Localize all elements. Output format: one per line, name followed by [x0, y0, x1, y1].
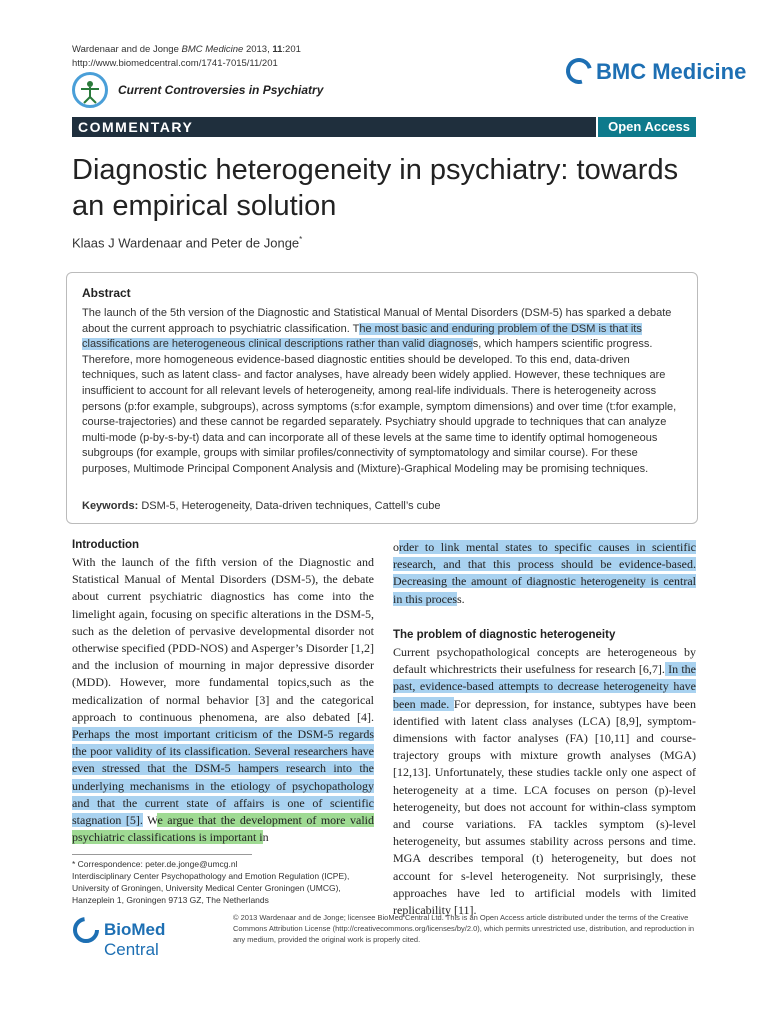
- article-type-label: COMMENTARY: [78, 119, 194, 135]
- abstract-highlight: he most basic and enduring problem of the DSM is that its classifications are heterogeneous clinical descriptions rather than valid diagnose: [82, 322, 642, 351]
- problem-text-pre: Current psychopathological concepts are heterogeneous by default whichrestricts their usefulness for research [6,7].: [393, 645, 696, 677]
- problem-heading: The problem of diagnostic heterogeneity: [393, 629, 616, 641]
- corresponding-mark: *: [299, 235, 303, 244]
- intro-heading: Introduction: [72, 539, 140, 551]
- intro-text-end: n: [262, 830, 269, 845]
- intro-highlight-blue: Perhaps the most important criticism of the DSM-5 regards the poor validity of its classification. Several researchers have even stressed that the DSM-5 hampers research into the underlying mechanisms in the etiology of psychopathology and that the current state of affairs is one of scientific stagnation [5].: [72, 727, 374, 828]
- intro-highlight-green: e argue that the development of more valid psychiatric classifications is important i: [72, 813, 374, 845]
- open-access-badge: Open Access: [598, 117, 696, 137]
- continued-text-pre: o: [393, 540, 399, 554]
- citation-page: :201: [282, 44, 301, 55]
- series-name: Current Controversies in Psychiatry: [118, 83, 324, 97]
- title-line-1: Diagnostic heterogeneity in psychiatry: towards: [72, 154, 679, 186]
- problem-highlight: In the past, evidence-based attempts to decrease heterogeneity have been made.: [393, 662, 697, 711]
- problem-text-post: For depression, for instance, subtypes have been identified with latent class analyses (LCA) [8,9], symptom-dimensions with factor analyses (FA) [10,11] and course-trajectory groups with mixture growth analyses (MGA) [12,13]. Unfortunately, these studies tackle only one aspect of heterogeneity at a time. LCA focuses on person (p)-level heterogeneity, but does not account for within-class symptom and course variations. FA tackles symptom (s)-level heterogeneity, but assumes stability across persons and time. MGA describes temporal (t) heterogeneity, but does not account for s-level heterogeneity. Not surprisingly, these approaches have led to artificial models with limited replicability [11].: [393, 696, 696, 918]
- biomed-logo-text: [104, 920, 222, 960]
- citation-authors: Wardenaar and de Jonge: [72, 44, 179, 55]
- intro-text-mid: W: [142, 813, 158, 828]
- affiliation-line-3: Hanzeplein 1, Groningen 9713 GZ, The Netherlands: [72, 895, 269, 905]
- affiliation-line-1: Interdisciplinary Center Psychopathology and Emotion Regulation (ICPE),: [72, 871, 350, 881]
- abstract-text-post: s, which hampers scientific progress. Therefore, more homogeneous evidence-based diagnostic entities should be developed. To this end, data-driven techniques, such as latent class- and factor analyses, have already been widely applied. However, these techniques are insufficient to account for all relevant levels of heterogeneity, among real-life individuals. There is heterogeneity across persons (p:for example, subgroups), across symptoms (s:for example, symptom dimensions) and over time (t:for example, course-trajectories) and these cannot be regarded separately. Psychiatry should upgrade to techniques that can analyze multi-mode (p-by-s-by-t) data and can incorporate all of these levels at the same time to identify optimal homogeneous subgroups (for example, groups with similar profiles/connectivity of symptomatology and similar course). For these purposes, Multimode Principal Component Analysis and (Mixture)-Graphical Modeling may be promising techniques.: [82, 338, 677, 475]
- continued-paragraph: [393, 539, 696, 608]
- citation-line: [72, 43, 301, 56]
- footnote-rule: [72, 854, 252, 855]
- article-type-banner: [72, 117, 596, 137]
- authors: Klaas J Wardenaar and Peter de Jonge: [72, 235, 300, 251]
- biomed-central-logo: [72, 912, 222, 959]
- affiliation-line-2: University of Groningen, University Medical Center Groningen (UMCG),: [72, 883, 341, 893]
- keywords: [82, 500, 441, 512]
- abstract-text-pre: The launch of the 5th version of the Diagnostic and Statistical Manual of Mental Disorders (DSM-5) has sparked a debate about the current approach to psychiatric classification. T: [82, 307, 672, 335]
- title-line-2: an empirical solution: [72, 190, 337, 222]
- abstract-text: [82, 306, 685, 478]
- continued-text-post: s.: [457, 591, 465, 606]
- license-text: © 2013 Wardenaar and de Jonge; licensee BioMed Central Ltd. This is an Open Access article distributed under the terms of the Creative Commons Attribution License (http://creativecommons.org/licenses/by/2.0), which permits unrestricted use, distribution, and reproduction in any medium, provided the original work is properly cited.: [233, 913, 695, 944]
- article-title: [72, 152, 712, 224]
- intro-paragraph: [72, 554, 374, 846]
- keywords-list: DSM-5, Heterogeneity, Data-driven techniques, Cattell’s cube: [141, 500, 441, 512]
- continued-highlight: rder to link mental states to specific causes in scientific research, and that this process should be evidence-based. Decreasing the amount of diagnostic heterogeneity is central in this proces: [393, 540, 696, 606]
- citation-journal: BMC Medicine: [181, 44, 244, 55]
- logo-bio: BioMed: [104, 920, 166, 939]
- keywords-label: Keywords:: [82, 500, 139, 512]
- bmc-swoosh-icon: [561, 53, 597, 89]
- citation-volume: 11: [272, 44, 283, 55]
- abstract-heading: Abstract: [82, 286, 131, 300]
- problem-paragraph: [393, 644, 696, 919]
- journal-logo: BMC Medicine: [596, 59, 747, 84]
- vitruvian-logo-icon: [72, 72, 108, 108]
- correspondence: * Correspondence: peter.de.jonge@umcg.nl: [72, 859, 238, 869]
- intro-text: With the launch of the fifth version of the Diagnostic and Statistical Manual of Mental Disorders (DSM-5), the debate about current psychiatric diagnostics has come into the limelight again, focusing on specific alterations in the DSM-5, such as the deletion of pervasive developmental disorder not otherwise specified (PDD-NOS) and Asperger’s Disorder [1,2] and the inclusion of mourning in major depressive disorder (MDD). However, more fundamental topics,such as the medicalization of normal behavior [3] and the categorical approach to continuous phenomena, are also debated [4].: [72, 555, 374, 724]
- citation-year: 2013,: [245, 44, 270, 55]
- logo-central: Central: [104, 940, 159, 959]
- article-url[interactable]: http://www.biomedcentral.com/1741-7015/11/201: [72, 58, 278, 69]
- footnote: [72, 858, 382, 906]
- biomed-swoosh-icon: [72, 916, 100, 944]
- author-list: [72, 235, 302, 250]
